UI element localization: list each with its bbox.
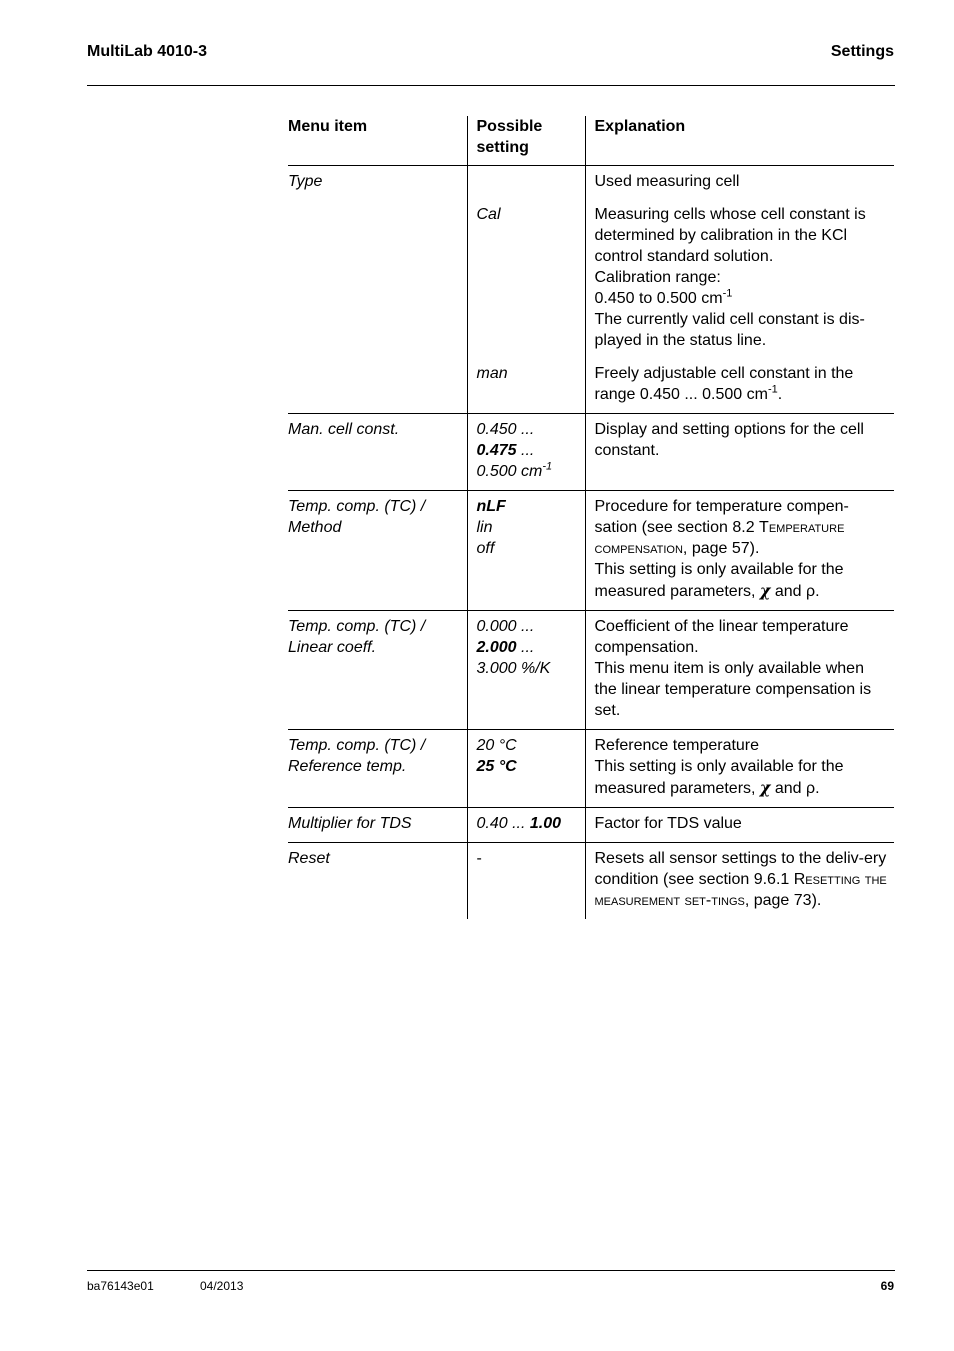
table-header-row [288,116,894,166]
cell-const-default: 0.475 [476,442,517,459]
explanation-type: Used measuring cell [585,166,894,193]
section-title: Settings [830,43,894,60]
tc-method-e4: and ρ. [770,583,820,600]
table-row [288,414,894,491]
tc-linear-max: 3.000 %/K [476,660,551,677]
menu-item-tc-reference [288,730,467,808]
header-rule [87,85,895,86]
explanation-cal [585,192,894,351]
tc-ref-e2: This setting is only available for the measured parameters, [594,758,844,797]
cell-const-ellipsis: ... [516,442,535,459]
tc-ref-25: 25 °C [476,758,517,775]
reset-e1: Resets all sensor settings to the deliv-ery condition (see section 9.6.1 [594,850,887,888]
tc-method-nlf: nLF [476,498,506,515]
cell-const-min: 0.450 ... [476,421,535,438]
setting-cal: Cal [467,192,585,351]
tc-ref-line2: Reference temp. [288,758,407,775]
reset-link: Resetting the measurement set-tings [594,871,887,909]
cal-sup: -1 [722,287,733,300]
tc-method-e2: , page 57). [682,540,760,557]
tc-ref-e3: and ρ. [770,780,820,797]
table-row [288,192,894,351]
column-header-explanation: Explanation [585,116,894,166]
explanation-tc-method [585,491,894,611]
cell-const-max: 0.500 cm [476,463,543,480]
menu-item-reset: Reset [288,850,330,867]
menu-item-tc-linear [288,611,467,730]
setting-tc-linear [467,611,585,730]
explanation-man [585,351,894,414]
cell-const-sup: -1 [542,460,553,473]
tc-method-e1: Procedure for temperature compen-sation (see section 8.2 [594,498,849,536]
tc-method-line2: Method [288,519,342,536]
table-row [288,730,894,808]
setting-tc-method [467,491,585,611]
menu-item-type: Type [288,173,323,190]
tc-ref-e1: Reference temperature [594,737,760,754]
cal-line2: Calibration range: [594,269,721,286]
explanation-tds: Factor for TDS value [585,808,894,843]
menu-empty [288,351,467,414]
menu-empty [288,192,467,351]
explanation-tc-reference [585,730,894,808]
man-text: Freely adjustable cell constant in the range 0.450 ... 0.500 cm [594,365,854,403]
tc-method-link: Temperature compensation [594,519,845,557]
setting-empty [467,166,585,193]
tc-linear-ellipsis: ... [516,639,535,656]
tds-range: 0.40 ... [476,815,530,832]
tc-linear-min: 0.000 ... [476,618,535,635]
footer-date: 04/2013 [200,1279,244,1293]
tc-ref-20: 20 °C [476,737,517,754]
tc-method-e3: This setting is only available for the measured parameters, [594,561,844,600]
kappa-symbol: χ [759,581,771,600]
settings-table [288,116,894,919]
cal-line3: 0.450 to 0.500 cm [594,290,723,307]
tc-method-lin: lin [476,519,493,536]
explanation-man-cell-const: Display and setting options for the cell constant. [585,414,894,491]
tc-linear-e1: Coefficient of the linear temperature compensation. [594,618,849,656]
table-row [288,351,894,414]
tc-linear-default: 2.000 [476,639,517,656]
tc-linear-e2: This menu item is only available when the linear temperature compensation is set. [594,660,872,719]
menu-item-tds: Multiplier for TDS [288,815,412,832]
footer-rule [87,1270,895,1271]
reset-e2: , page 73). [744,892,822,909]
table-row [288,611,894,730]
tc-method-off: off [476,540,495,557]
tc-linear-line1: Temp. comp. (TC) / [288,618,426,635]
possible-header-line1: Possible [476,118,543,135]
page-number: 69 [880,1279,894,1293]
cal-line4: The currently valid cell constant is dis-played in the status line. [594,311,865,349]
man-sup: -1 [767,383,778,396]
tds-default: 1.00 [529,815,562,832]
kappa-symbol: χ [759,778,771,797]
menu-item-tc-method [288,491,467,611]
footer-doc-id: ba76143e01 [87,1279,154,1293]
setting-reset: - [467,843,585,920]
column-header-possible-setting [467,116,585,166]
setting-tc-reference [467,730,585,808]
table-row [288,808,894,843]
man-tail: . [777,386,783,403]
setting-cell-const-range [467,414,585,491]
tc-ref-line1: Temp. comp. (TC) / [288,737,426,754]
tc-method-line1: Temp. comp. (TC) / [288,498,426,515]
setting-man: man [467,351,585,414]
table-row [288,491,894,611]
explanation-reset [585,843,894,920]
document-title: MultiLab 4010-3 [87,43,208,60]
cal-line1: Measuring cells whose cell constant is determined by calibration in the KCl control standard solution. [594,206,866,265]
tc-linear-line2: Linear coeff. [288,639,377,656]
menu-item-man-cell-const: Man. cell const. [288,421,400,438]
explanation-tc-linear [585,611,894,730]
column-header-menu-item: Menu item [288,118,368,135]
table-row [288,843,894,920]
possible-header-line2: setting [476,139,529,156]
table-row [288,166,894,193]
setting-tds [467,808,585,843]
